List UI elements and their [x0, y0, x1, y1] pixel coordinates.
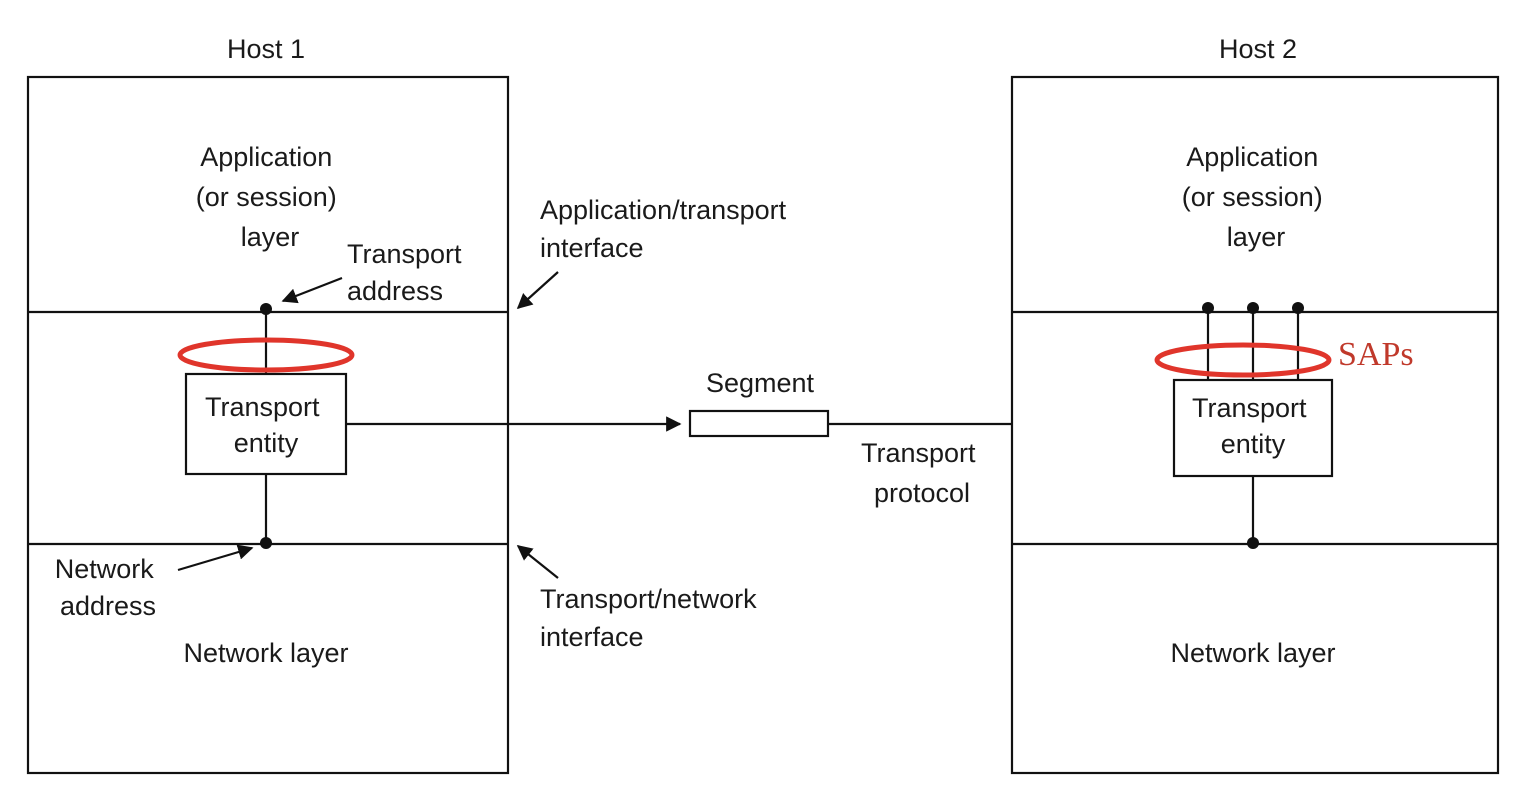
host1-network-address-label: Network address: [54, 554, 157, 621]
transport-network-interface-label: Transport/network interface: [540, 584, 757, 652]
host1-network-layer-label: Network layer: [183, 638, 349, 668]
transport-protocol-label: Transport protocol: [860, 438, 976, 508]
host1-app-layer-label: Application (or session) layer: [195, 142, 337, 252]
host2-transport-entity-label: Transport entity: [1191, 393, 1307, 459]
app-transport-interface-label: Application/transport interface: [540, 195, 787, 263]
host2-title: Host 2: [1218, 34, 1298, 64]
host2-app-layer-label: Application (or session) layer: [1181, 142, 1323, 252]
host2-saps-label: SAPs: [1338, 336, 1414, 373]
segment-box: [690, 411, 828, 436]
host2-network-dot: [1247, 537, 1259, 549]
host1-transport-entity-box: [186, 374, 346, 474]
host1-group: [28, 34, 508, 773]
host2-group: [1012, 34, 1498, 773]
host1-network-address-dot: [260, 537, 272, 549]
host2-sap-dot-2: [1247, 302, 1259, 314]
app-transport-interface-arrow: [518, 272, 558, 308]
segment-label: Segment: [705, 368, 815, 398]
host2-sap-dot-1: [1202, 302, 1214, 314]
host2-network-layer-label: Network layer: [1170, 638, 1336, 668]
host1-transport-entity-label: Transport entity: [204, 392, 320, 458]
host1-title: Host 1: [226, 34, 306, 64]
transport-network-interface-arrow: [518, 546, 558, 578]
host1-transport-address-label: Transport address: [347, 239, 462, 306]
host1-transport-address-dot: [260, 303, 272, 315]
host2-sap-dot-3: [1292, 302, 1304, 314]
